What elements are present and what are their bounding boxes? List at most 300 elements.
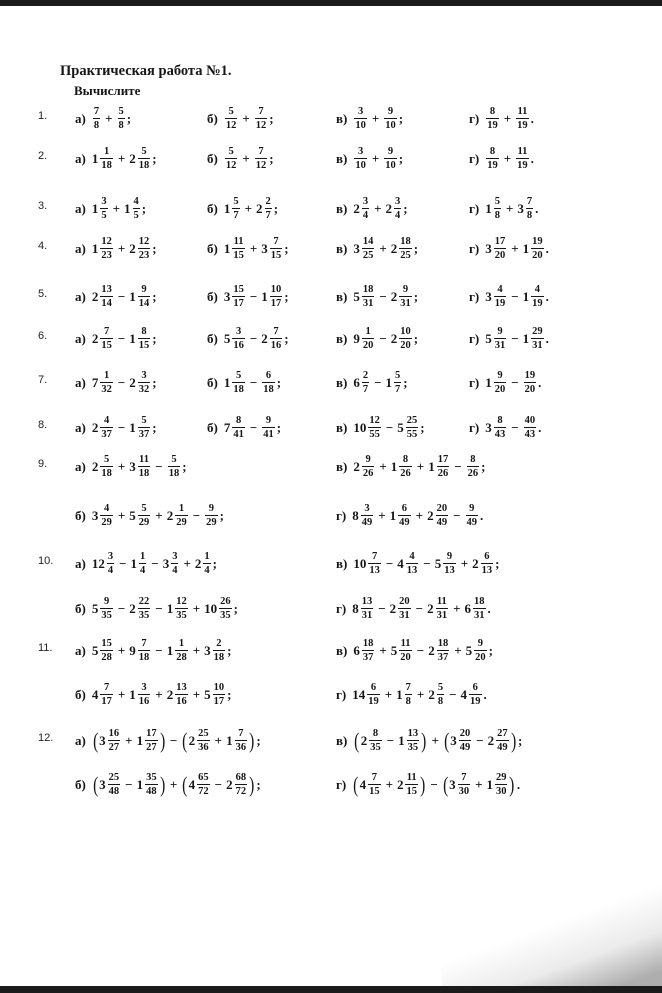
operator: + [125,733,133,749]
numerator: 8 [372,728,379,739]
denominator: 8 [494,210,500,222]
whole-part: 3 [223,289,231,305]
fraction [494,236,507,261]
denominator: 49 [436,517,448,529]
whole-part: 1 [486,777,493,793]
fraction [108,772,121,797]
whole-part: 2 [487,733,495,749]
fraction [108,728,121,753]
punctuation: ; [276,420,282,436]
numerator: 7 [273,236,279,247]
numerator: 9 [265,415,272,426]
operator: + [183,556,191,572]
fraction [399,454,412,479]
whole-part: 2 [360,733,368,749]
denominator: 37 [101,429,112,441]
numerator: 5 [395,370,401,381]
whole-part: 12 [91,556,105,572]
whole-part: 7 [223,420,231,436]
denominator: 18 [233,384,244,396]
numerator: 3 [101,196,107,207]
whole-part: 2 [129,151,136,167]
denominator: 35 [407,742,419,754]
operator: − [151,556,159,572]
whole-part: 5 [91,601,99,617]
numerator: 5 [233,196,239,207]
document-title: Практическая работа №1. [60,63,232,79]
whole-part: 2 [353,459,360,475]
item-label: в) [336,111,348,127]
denominator: 32 [101,384,112,396]
punctuation: ; [152,420,157,436]
denominator: 31 [474,610,485,622]
punctuation: ; [420,420,425,436]
denominator: 20 [524,384,536,396]
denominator: 14 [138,298,150,310]
numerator: 1 [178,503,185,514]
whole-part: 2 [166,508,174,524]
item-label: а) [75,420,86,436]
operator: − [249,331,258,347]
whole-part: 9 [129,643,136,659]
denominator: 49 [399,517,410,529]
numerator: 2 [362,370,369,381]
fraction [399,284,412,309]
numerator: 9 [446,551,453,562]
numerator: 5 [103,454,110,465]
numerator: 22 [138,596,150,607]
fraction [213,682,226,707]
problem-number: 6. [38,330,48,342]
fraction [168,454,181,479]
whole-part: 2 [91,420,99,436]
operator: − [511,375,519,391]
numerator: 7 [273,326,279,337]
operator: + [371,111,380,127]
whole-part: 1 [522,241,530,257]
item-label: г) [469,151,480,167]
whole-part: 3 [517,201,524,217]
document-subtitle: Вычислите [74,83,141,98]
numerator: 29 [495,772,507,783]
numerator: 10 [400,326,411,337]
denominator: 37 [362,652,374,664]
numerator: 4 [534,284,541,295]
item-label: в) [336,643,348,659]
denominator: 10 [355,160,366,172]
operator: − [192,508,201,524]
denominator: 7 [233,210,239,222]
fraction [524,415,537,440]
operator: + [511,241,519,257]
operator: + [244,201,253,217]
punctuation: ; [284,289,289,305]
denominator: 35 [176,610,187,622]
punctuation: ; [495,556,500,572]
numerator: 7 [405,682,411,693]
numerator: 3 [172,551,178,562]
denominator: 41 [233,429,244,441]
denominator: 8 [437,696,444,708]
operator: − [155,601,163,617]
whole-part: 2 [91,289,99,305]
expression [336,284,418,309]
parenthesis: ) [420,771,426,797]
numerator: 5 [171,454,177,465]
expression [75,106,131,131]
denominator: 32 [138,384,150,396]
fraction [398,596,411,621]
denominator: 37 [138,429,150,441]
denominator: 15 [233,250,244,262]
punctuation: ; [152,151,157,167]
fraction [205,503,218,528]
expression [336,454,485,479]
numerator: 12 [176,596,187,607]
numerator: 3 [107,551,114,562]
item-label: а) [75,331,86,347]
fraction [138,415,151,440]
operator: − [249,289,258,305]
numerator: 5 [141,503,147,514]
numerator: 12 [101,236,112,247]
item-label: б) [75,601,86,617]
fraction [494,196,501,221]
whole-part: 9 [353,331,360,347]
operator: − [249,375,258,391]
expression [469,326,549,351]
expression [75,638,231,663]
operator: + [117,459,126,475]
denominator: 12 [255,160,267,172]
denominator: 48 [108,786,120,798]
expression [336,682,487,707]
whole-part: 5 [223,331,231,347]
fraction [494,326,507,351]
punctuation: ; [413,241,419,257]
whole-part: 4 [460,687,467,703]
whole-part: 5 [390,643,398,659]
operator: − [117,289,126,305]
item-label: а) [75,459,86,475]
denominator: 13 [406,565,418,577]
problem-number: 5. [38,288,48,300]
whole-part: 1 [223,241,231,257]
expression [469,284,549,309]
problem-number: 2. [38,150,48,162]
operator: − [453,508,461,524]
item-label: в) [336,459,348,475]
denominator: 7 [362,384,369,396]
whole-part: 1 [385,375,393,391]
denominator: 20 [475,652,486,664]
whole-part: 4 [91,687,99,703]
numerator: 9 [103,596,110,607]
numerator: 5 [118,106,124,117]
numerator: 18 [362,638,374,649]
operator: + [242,151,250,167]
whole-part: 3 [99,777,106,793]
whole-part: 3 [162,556,170,572]
denominator: 43 [494,429,506,441]
fraction [100,370,113,395]
fraction [197,728,210,753]
numerator: 7 [141,638,147,649]
numerator: 3 [235,326,242,337]
expression [75,682,231,707]
denominator: 29 [176,517,187,529]
fraction [100,146,113,171]
denominator: 18 [101,468,112,480]
parenthesis: ) [510,727,516,753]
punctuation: ; [227,687,232,703]
fraction [100,284,113,309]
whole-part: 1 [522,331,530,347]
whole-part: 2 [188,733,196,749]
numerator: 7 [371,772,377,783]
item-label: б) [207,375,218,391]
fraction [203,551,210,576]
denominator: 31 [494,340,506,352]
whole-part: 1 [428,459,435,475]
denominator: 31 [361,610,373,622]
expression [75,772,261,797]
expression [207,236,289,261]
numerator: 5 [141,415,147,426]
operator: + [505,201,514,217]
fraction [232,370,245,395]
punctuation: ; [126,111,132,127]
denominator: 13 [369,565,380,577]
whole-part: 1 [129,331,136,347]
denominator: 16 [176,696,187,708]
fraction [405,772,418,797]
fraction [255,106,268,131]
problem-number: 1. [38,110,48,122]
whole-part: 6 [353,643,360,659]
numerator: 3 [362,196,369,207]
fraction [354,106,367,131]
bottom-border [0,986,662,993]
punctuation: ; [284,331,289,347]
numerator: 7 [371,551,378,562]
whole-part: 5 [434,556,442,572]
whole-part: 8 [352,508,359,524]
operator: − [117,420,126,436]
problem-number: 8. [38,419,48,431]
numerator: 10 [213,682,225,693]
item-label: г) [469,111,480,127]
denominator: 31 [436,610,448,622]
fraction [175,503,188,528]
fraction [384,106,397,131]
operator: + [416,459,425,475]
problem-number: 10. [38,555,54,567]
whole-part: 7 [91,375,99,391]
operator: − [511,331,519,347]
numerator: 1 [103,146,110,157]
fraction [394,370,401,395]
operator: + [105,111,113,127]
fraction [232,236,245,261]
expression [336,326,418,351]
denominator: 35 [138,610,150,622]
fraction [524,370,537,395]
operator: + [155,508,163,524]
numerator: 3 [141,682,147,693]
denominator: 23 [101,250,112,262]
fraction [399,326,412,351]
whole-part: 5 [485,331,492,347]
item-label: в) [336,201,348,217]
whole-part: 5 [129,508,136,524]
punctuation: ; [269,151,274,167]
numerator: 20 [436,503,448,514]
whole-part: 2 [91,331,99,347]
item-label: а) [75,289,86,305]
whole-part: 1 [136,733,144,749]
fraction [270,326,283,351]
denominator: 19 [487,120,498,132]
parenthesis: ( [354,727,360,753]
punctuation: ; [152,241,157,257]
expression [207,415,281,440]
parenthesis: ( [92,727,99,753]
punctuation: ; [403,201,408,217]
denominator: 16 [233,340,244,352]
whole-part: 10 [204,601,218,617]
numerator: 6 [401,503,408,514]
operator: + [155,687,163,703]
fraction [531,236,544,261]
item-label: в) [336,420,348,436]
fraction [437,638,450,663]
whole-part: 3 [204,643,211,659]
punctuation: . [480,508,484,524]
punctuation: . [538,375,542,391]
whole-part: 3 [99,733,106,749]
fraction [265,196,272,221]
expression [75,236,157,261]
item-label: г) [336,777,347,793]
problem-number: 4. [38,240,48,252]
whole-part: 2 [129,375,136,391]
whole-part: 3 [353,241,360,257]
denominator: 28 [101,652,112,664]
item-label: г) [469,241,480,257]
fraction [473,596,486,621]
whole-part: 2 [390,331,398,347]
fraction [368,415,381,440]
operator: + [453,601,461,617]
whole-part: 1 [223,375,231,391]
numerator: 16 [108,728,120,739]
numerator: 19 [524,370,536,381]
numerator: 14 [362,236,374,247]
parenthesis: ) [249,727,255,753]
item-label: г) [469,375,480,391]
denominator: 31 [400,298,411,310]
whole-part: 3 [129,459,136,475]
fraction [138,326,151,351]
denominator: 20 [494,250,506,262]
expression [469,106,534,131]
fraction [436,596,449,621]
expression [75,370,157,395]
denominator: 18 [213,652,225,664]
denominator: 49 [466,517,477,529]
fraction [486,106,499,131]
numerator: 8 [141,326,147,337]
operator: + [117,151,126,167]
fraction [361,503,374,528]
punctuation: ; [488,643,493,659]
whole-part: 2 [396,777,404,793]
operator: − [155,643,163,659]
whole-part: 1 [389,508,397,524]
fraction [474,638,487,663]
numerator: 9 [497,370,503,381]
item-label: а) [75,733,86,749]
fraction [368,772,381,797]
fraction [138,284,151,309]
operator: + [242,111,250,127]
operator: + [214,733,223,749]
fraction [235,728,248,753]
numerator: 1 [178,638,185,649]
item-label: б) [75,777,86,793]
numerator: 20 [459,728,471,739]
item-label: а) [75,375,86,391]
denominator: 17 [233,298,244,310]
numerator: 2 [265,196,271,207]
numerator: 4 [103,503,110,514]
punctuation: ; [212,556,217,572]
punctuation: ; [273,201,279,217]
numerator: 7 [258,146,264,157]
denominator: 49 [361,517,373,529]
numerator: 8 [235,415,242,426]
numerator: 35 [146,772,157,783]
operator: − [119,556,127,572]
fraction [516,146,529,171]
item-label: а) [75,643,86,659]
numerator: 29 [532,326,543,337]
denominator: 30 [495,786,507,798]
expression [336,106,403,131]
fraction [362,454,375,479]
denominator: 16 [138,696,150,708]
denominator: 30 [458,786,470,798]
expression [469,236,549,261]
expression [336,236,418,261]
item-label: в) [336,289,348,305]
whole-part: 1 [485,201,492,217]
denominator: 15 [101,340,112,352]
item-label: б) [75,508,86,524]
numerator: 13 [101,284,112,295]
denominator: 20 [400,652,411,664]
fraction [100,596,113,621]
expression [336,146,403,171]
denominator: 72 [235,786,247,798]
expression [207,196,278,221]
denominator: 27 [108,742,120,754]
denominator: 19 [517,120,528,132]
item-label: г) [469,201,480,217]
whole-part: 2 [129,601,136,617]
item-label: в) [336,556,348,572]
